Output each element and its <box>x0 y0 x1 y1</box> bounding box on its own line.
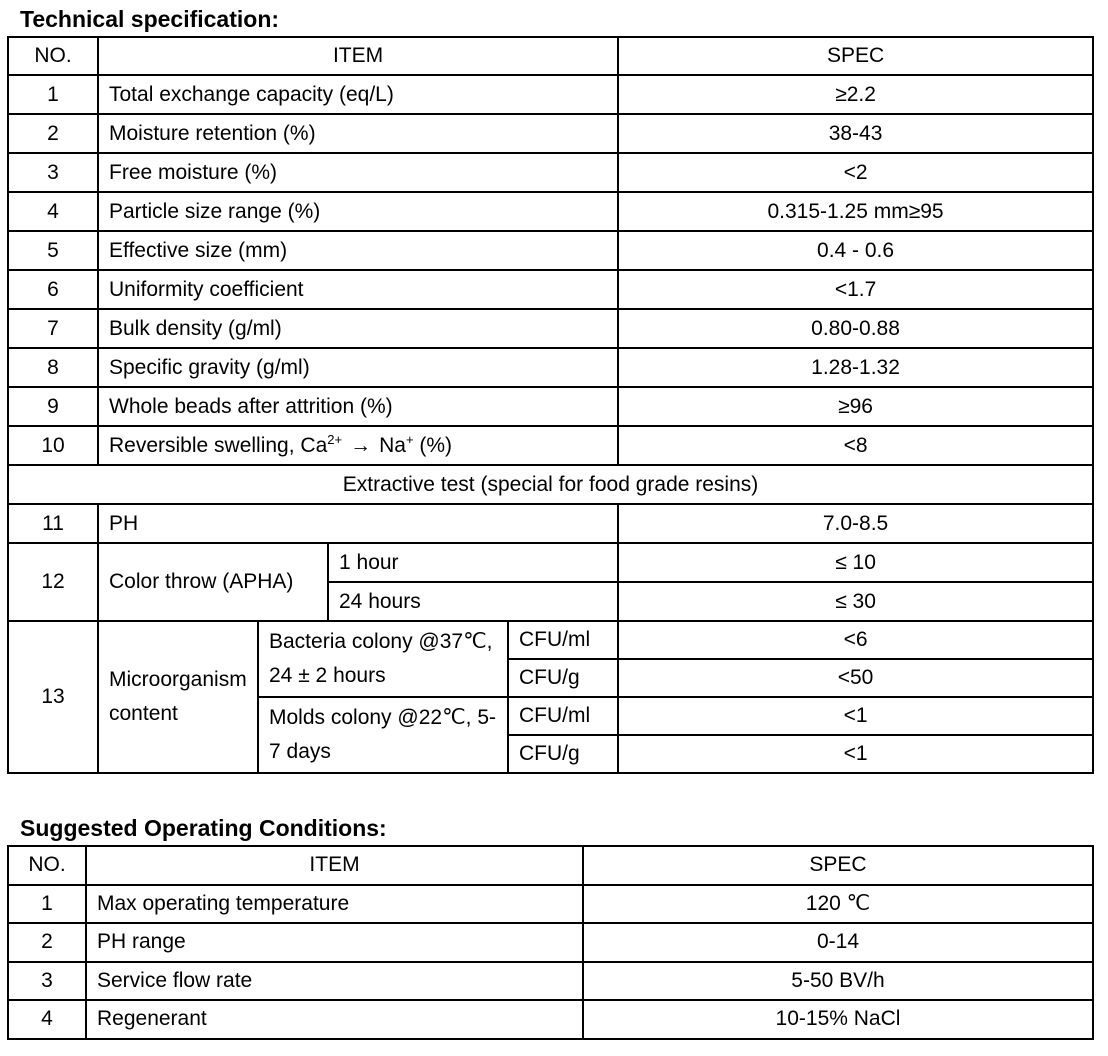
item-text: Reversible swelling, Ca <box>109 433 328 457</box>
row-item: Max operating temperature <box>86 885 583 924</box>
table-row <box>8 270 1093 309</box>
row-spec: 0.4 - 0.6 <box>618 231 1093 270</box>
table-row <box>8 309 1093 348</box>
table-row <box>8 885 1093 924</box>
table-row <box>8 426 1093 465</box>
sub-item: 24 hours <box>328 582 618 621</box>
table-row <box>8 962 1093 1001</box>
header-item: ITEM <box>98 37 618 75</box>
row-spec: ≤ 10 <box>618 543 1093 582</box>
section-row <box>8 465 1093 504</box>
row-spec: 0.80-0.88 <box>618 309 1093 348</box>
item-text: Na <box>379 433 406 457</box>
superscript: 2+ <box>327 431 343 447</box>
item-text: (%) <box>413 433 453 457</box>
unit-cell: CFU/g <box>508 735 618 773</box>
table-row <box>8 231 1093 270</box>
row-item: Service flow rate <box>86 962 583 1001</box>
row-no: 3 <box>8 153 98 192</box>
row-no: 1 <box>8 885 86 924</box>
unit-cell: CFU/ml <box>508 697 618 735</box>
row-no: 11 <box>8 504 98 543</box>
row-no: 10 <box>8 426 98 465</box>
row-item: Microorganism content <box>98 621 258 773</box>
header-spec: SPEC <box>618 37 1093 75</box>
row-no: 5 <box>8 231 98 270</box>
row-spec: <2 <box>618 153 1093 192</box>
row-item: Whole beads after attrition (%) <box>98 387 618 426</box>
row-spec: 0-14 <box>583 923 1093 962</box>
header-no: NO. <box>8 846 86 885</box>
operating-conditions-heading: Suggested Operating Conditions: <box>20 815 387 841</box>
table-row <box>8 387 1093 426</box>
table-row <box>8 75 1093 114</box>
row-spec: 120 ℃ <box>583 885 1093 924</box>
table-row <box>8 192 1093 231</box>
header-item: ITEM <box>86 846 583 885</box>
row-item: PH <box>98 504 618 543</box>
operating-conditions-table <box>7 845 1094 1040</box>
row-item: Total exchange capacity (eq/L) <box>98 75 618 114</box>
row-no: 2 <box>8 114 98 153</box>
table-header-row <box>8 846 1093 885</box>
row-item: Particle size range (%) <box>98 192 618 231</box>
row-spec: 10-15% NaCl <box>583 1000 1093 1039</box>
table-row <box>8 114 1093 153</box>
row-item <box>98 426 618 465</box>
row-no: 13 <box>8 621 98 773</box>
arrow-right-icon: → <box>350 433 372 457</box>
row-spec: <1.7 <box>618 270 1093 309</box>
row-no: 4 <box>8 192 98 231</box>
row-spec: 7.0-8.5 <box>618 504 1093 543</box>
table-header-row <box>8 37 1093 75</box>
sub-item: Molds colony @22℃, 5-7 days <box>258 697 508 773</box>
header-no: NO. <box>8 37 98 75</box>
row-item: Regenerant <box>86 1000 583 1039</box>
row-no: 1 <box>8 75 98 114</box>
row-spec: <1 <box>618 697 1093 735</box>
table-row <box>8 621 1093 659</box>
row-item: Specific gravity (g/ml) <box>98 348 618 387</box>
row-no: 3 <box>8 962 86 1001</box>
row-no: 8 <box>8 348 98 387</box>
extractive-section-label: Extractive test (special for food grade resins) <box>8 465 1093 504</box>
row-no: 9 <box>8 387 98 426</box>
row-spec: ≥96 <box>618 387 1093 426</box>
table-row <box>8 504 1093 543</box>
row-spec: ≤ 30 <box>618 582 1093 621</box>
header-spec: SPEC <box>583 846 1093 885</box>
sub-item: 1 hour <box>328 543 618 582</box>
row-item: PH range <box>86 923 583 962</box>
row-no: 4 <box>8 1000 86 1039</box>
superscript: + <box>405 431 414 447</box>
table-row <box>8 348 1093 387</box>
row-spec: 1.28-1.32 <box>618 348 1093 387</box>
table-row <box>8 923 1093 962</box>
tech-spec-table <box>7 36 1094 774</box>
row-spec: <1 <box>618 735 1093 773</box>
row-item: Moisture retention (%) <box>98 114 618 153</box>
unit-cell: CFU/ml <box>508 621 618 659</box>
row-no: 7 <box>8 309 98 348</box>
tech-spec-heading: Technical specification: <box>20 6 280 32</box>
row-no: 6 <box>8 270 98 309</box>
row-item: Effective size (mm) <box>98 231 618 270</box>
table-row <box>8 1000 1093 1039</box>
row-spec: 38-43 <box>618 114 1093 153</box>
row-spec: <6 <box>618 621 1093 659</box>
table-row <box>8 543 1093 582</box>
row-item: Color throw (APHA) <box>98 543 328 621</box>
unit-cell: CFU/g <box>508 659 618 697</box>
row-spec: <50 <box>618 659 1093 697</box>
table-row <box>8 153 1093 192</box>
row-item: Bulk density (g/ml) <box>98 309 618 348</box>
row-no: 12 <box>8 543 98 621</box>
sub-item: Bacteria colony @37℃, 24 ± 2 hours <box>258 621 508 697</box>
row-spec: 0.315-1.25 mm≥95 <box>618 192 1093 231</box>
row-item: Free moisture (%) <box>98 153 618 192</box>
row-spec: ≥2.2 <box>618 75 1093 114</box>
row-no: 2 <box>8 923 86 962</box>
row-spec: <8 <box>618 426 1093 465</box>
row-spec: 5-50 BV/h <box>583 962 1093 1001</box>
row-item: Uniformity coefficient <box>98 270 618 309</box>
